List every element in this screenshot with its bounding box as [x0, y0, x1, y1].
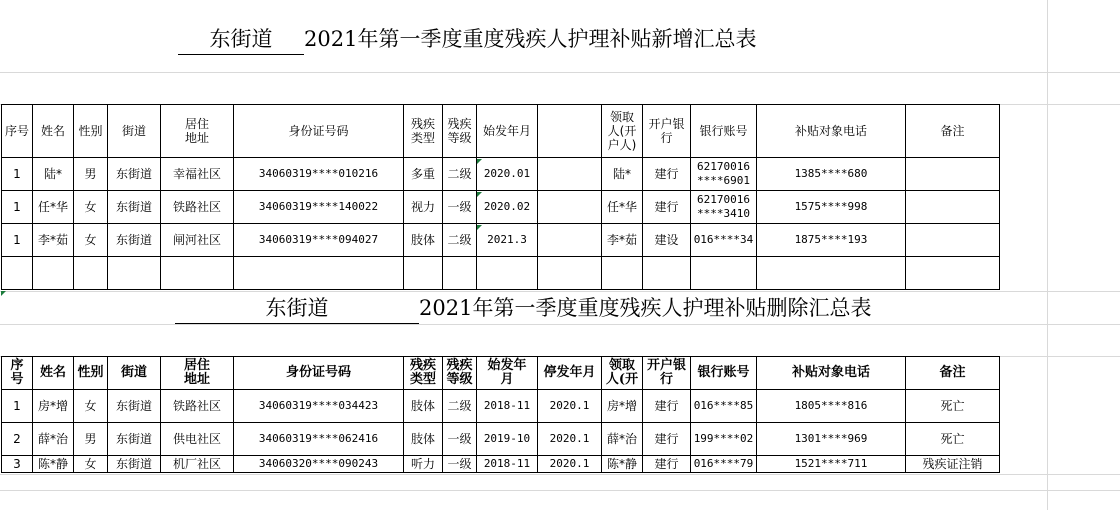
table-cell: 34060319****034423	[234, 390, 404, 423]
table-cell: 2020.1	[538, 456, 602, 473]
table-cell: 2021.3	[477, 224, 538, 257]
table-cell: 闸河社区	[161, 224, 234, 257]
table-cell: 女	[74, 390, 108, 423]
table-cell: 视力	[404, 191, 443, 224]
table-cell: 二级	[443, 224, 477, 257]
table-cell: 建行	[643, 158, 691, 191]
table-cell: 铁路社区	[161, 390, 234, 423]
table-row	[2, 191, 1000, 224]
title-text: 2021年第一季度重度残疾人护理补贴新增汇总表	[304, 27, 757, 51]
table-cell	[906, 158, 1000, 191]
column-header: 备注	[906, 357, 1000, 390]
cell-marker	[477, 225, 482, 230]
cell-marker	[1, 291, 6, 296]
table-cell: 016****85	[691, 390, 757, 423]
table-cell: 东街道	[108, 158, 161, 191]
table-cell: 2018-11	[477, 456, 538, 473]
table-cell: 2019-10	[477, 423, 538, 456]
table-header-row	[2, 105, 1000, 158]
column-header: 停发年月	[538, 357, 602, 390]
cell-marker	[477, 192, 482, 197]
table-cell: 199****02	[691, 423, 757, 456]
table-cell: 1805****816	[757, 390, 906, 423]
table-cell: 2020.1	[538, 390, 602, 423]
table-cell: 陆*	[33, 158, 74, 191]
column-header: 银行账号	[691, 357, 757, 390]
table-cell: 1	[2, 158, 33, 191]
column-header: 姓名	[33, 357, 74, 390]
table-cell: 肢体	[404, 224, 443, 257]
table-cell: 肢体	[404, 390, 443, 423]
column-header: 居住 地址	[161, 357, 234, 390]
column-header: 开户银 行	[643, 105, 691, 158]
table-cell: 一级	[443, 423, 477, 456]
table-cell	[906, 191, 1000, 224]
table-cell: 幸福社区	[161, 158, 234, 191]
table-cell: 2020.02	[477, 191, 538, 224]
column-header: 街道	[108, 105, 161, 158]
column-header: 性别	[74, 105, 108, 158]
column-header: 领取 人(开	[602, 357, 643, 390]
column-header: 补贴对象电话	[757, 105, 906, 158]
table-cell: 建行	[643, 423, 691, 456]
table-cell: 34060319****094027	[234, 224, 404, 257]
column-header: 残疾 等级	[443, 105, 477, 158]
table-cell: 东街道	[108, 224, 161, 257]
title-new-summary	[178, 24, 756, 54]
table-row	[2, 158, 1000, 191]
column-header: 居住 地址	[161, 105, 234, 158]
table-cell: 李*茹	[602, 224, 643, 257]
table-cell: 男	[74, 423, 108, 456]
table-row	[2, 456, 1000, 473]
table-cell: 女	[74, 224, 108, 257]
column-header: 序号	[2, 105, 33, 158]
table-cell: 建行	[643, 191, 691, 224]
table-cell: 陈*静	[602, 456, 643, 473]
table-cell: 1	[2, 224, 33, 257]
table-cell	[538, 191, 602, 224]
table-cell: 1521****711	[757, 456, 906, 473]
column-header: 残疾 等级	[443, 357, 477, 390]
column-header: 街道	[108, 357, 161, 390]
column-header: 身份证号码	[234, 105, 404, 158]
table-cell: 残疾证注销	[906, 456, 1000, 473]
table-cell: 1575****998	[757, 191, 906, 224]
table-cell: 62170016 ****3410	[691, 191, 757, 224]
removed-subsidy-table	[1, 356, 1000, 473]
title-district: 东街道	[175, 293, 419, 324]
column-header: 残疾 类型	[404, 105, 443, 158]
column-header: 姓名	[33, 105, 74, 158]
table-cell: 房*增	[33, 390, 74, 423]
table-cell: 1	[2, 390, 33, 423]
column-header: 残疾 类型	[404, 357, 443, 390]
table-row	[2, 423, 1000, 456]
table-cell: 2018-11	[477, 390, 538, 423]
title-district: 东街道	[178, 24, 304, 55]
title-text: 2021年第一季度重度残疾人护理补贴删除汇总表	[419, 296, 872, 320]
table-cell: 薛*治	[602, 423, 643, 456]
table-cell: 女	[74, 456, 108, 473]
table-cell: 东街道	[108, 423, 161, 456]
table-cell	[538, 224, 602, 257]
table-cell: 34060320****090243	[234, 456, 404, 473]
column-header: 备注	[906, 105, 1000, 158]
table-cell: 薛*治	[33, 423, 74, 456]
table-cell: 1875****193	[757, 224, 906, 257]
table-cell: 1	[2, 191, 33, 224]
table-cell	[538, 158, 602, 191]
empty-row	[2, 257, 1000, 290]
table-cell: 供电社区	[161, 423, 234, 456]
table-cell: 建设	[643, 224, 691, 257]
table-cell: 一级	[443, 456, 477, 473]
table-cell: 死亡	[906, 423, 1000, 456]
table-cell: 陆*	[602, 158, 643, 191]
table-cell: 机厂社区	[161, 456, 234, 473]
table-cell	[906, 224, 1000, 257]
column-header: 开户银 行	[643, 357, 691, 390]
table-cell: 2020.01	[477, 158, 538, 191]
table-cell: 62170016 ****6901	[691, 158, 757, 191]
table-cell: 1301****969	[757, 423, 906, 456]
table-cell: 死亡	[906, 390, 1000, 423]
column-header: 始发年 月	[477, 357, 538, 390]
table-cell: 34060319****140022	[234, 191, 404, 224]
table-cell: 东街道	[108, 456, 161, 473]
column-header: 序 号	[2, 357, 33, 390]
table-cell: 34060319****062416	[234, 423, 404, 456]
table-cell: 1385****680	[757, 158, 906, 191]
cell-marker	[477, 159, 482, 164]
table-cell: 肢体	[404, 423, 443, 456]
title-removed-summary	[175, 293, 871, 323]
table-row	[2, 224, 1000, 257]
table-cell: 建行	[643, 390, 691, 423]
table-cell: 多重	[404, 158, 443, 191]
column-header: 性别	[74, 357, 108, 390]
table-cell: 房*增	[602, 390, 643, 423]
table-cell: 34060319****010216	[234, 158, 404, 191]
table-cell: 016****79	[691, 456, 757, 473]
table-cell: 铁路社区	[161, 191, 234, 224]
table-cell: 2	[2, 423, 33, 456]
new-subsidy-table	[1, 104, 1000, 290]
table-cell: 李*茹	[33, 224, 74, 257]
table-cell: 建行	[643, 456, 691, 473]
table-cell: 二级	[443, 158, 477, 191]
column-header: 身份证号码	[234, 357, 404, 390]
table-cell: 女	[74, 191, 108, 224]
table-cell: 二级	[443, 390, 477, 423]
table-cell: 016****34	[691, 224, 757, 257]
column-header: 银行账号	[691, 105, 757, 158]
table-cell: 2020.1	[538, 423, 602, 456]
table-row	[2, 390, 1000, 423]
table-cell: 任*华	[33, 191, 74, 224]
column-header: 领取 人(开 户人)	[602, 105, 643, 158]
table-cell: 东街道	[108, 390, 161, 423]
table-cell: 听力	[404, 456, 443, 473]
table-cell: 任*华	[602, 191, 643, 224]
table-cell: 一级	[443, 191, 477, 224]
column-header: 始发年月	[477, 105, 538, 158]
table-cell: 男	[74, 158, 108, 191]
column-header	[538, 105, 602, 158]
table-cell: 3	[2, 456, 33, 473]
column-header: 补贴对象电话	[757, 357, 906, 390]
table-header-row	[2, 357, 1000, 390]
table-cell: 东街道	[108, 191, 161, 224]
table-cell: 陈*静	[33, 456, 74, 473]
